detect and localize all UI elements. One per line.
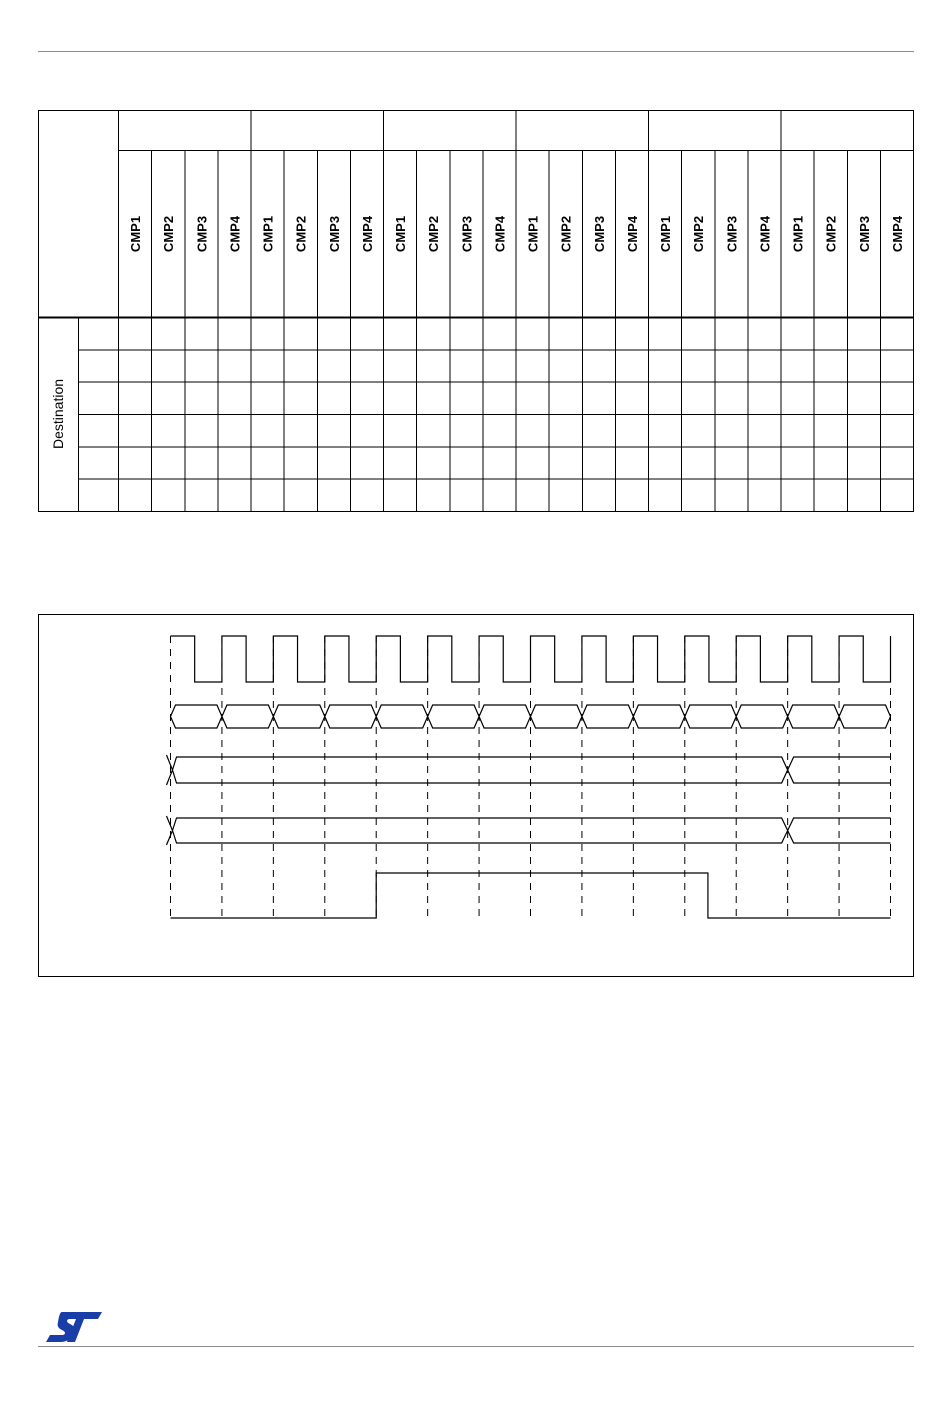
- footer-rule: [38, 1346, 914, 1347]
- column-header-label: CMP1: [128, 215, 144, 253]
- column-header-label: CMP4: [227, 215, 243, 253]
- column-header-label: CMP1: [393, 215, 409, 253]
- data-bus-signal: [171, 705, 891, 728]
- column-header-label: CMP2: [426, 215, 442, 253]
- column-header-label: CMP4: [757, 215, 773, 253]
- column-header-label: CMP4: [624, 215, 640, 253]
- column-header-label: CMP4: [359, 215, 375, 253]
- timing-diagram-frame: [39, 615, 914, 977]
- column-header-label: CMP3: [724, 215, 740, 253]
- column-header-label: CMP1: [658, 215, 674, 253]
- column-header-label: CMP1: [260, 215, 276, 253]
- column-header-label: CMP2: [161, 215, 177, 253]
- column-header-label: CMP2: [823, 215, 839, 253]
- destination-label: Destination: [50, 378, 66, 450]
- column-header-label: CMP2: [558, 215, 574, 253]
- clock-signal: [171, 636, 891, 682]
- signal-3-waveform: [167, 755, 891, 785]
- signal-4-waveform: [167, 816, 891, 845]
- st-logo: [44, 1310, 104, 1344]
- column-header-label: CMP2: [691, 215, 707, 253]
- column-header-label: CMP4: [889, 215, 905, 253]
- column-header-label: CMP1: [790, 215, 806, 253]
- column-header-label: CMP1: [525, 215, 541, 253]
- column-header-label: CMP4: [492, 215, 508, 253]
- column-header-label: CMP3: [326, 215, 342, 253]
- column-header-label: CMP3: [856, 215, 872, 253]
- column-header-label: CMP3: [591, 215, 607, 253]
- column-header-label: CMP3: [194, 215, 210, 253]
- column-header-label: CMP2: [293, 215, 309, 253]
- column-header-label: CMP3: [459, 215, 475, 253]
